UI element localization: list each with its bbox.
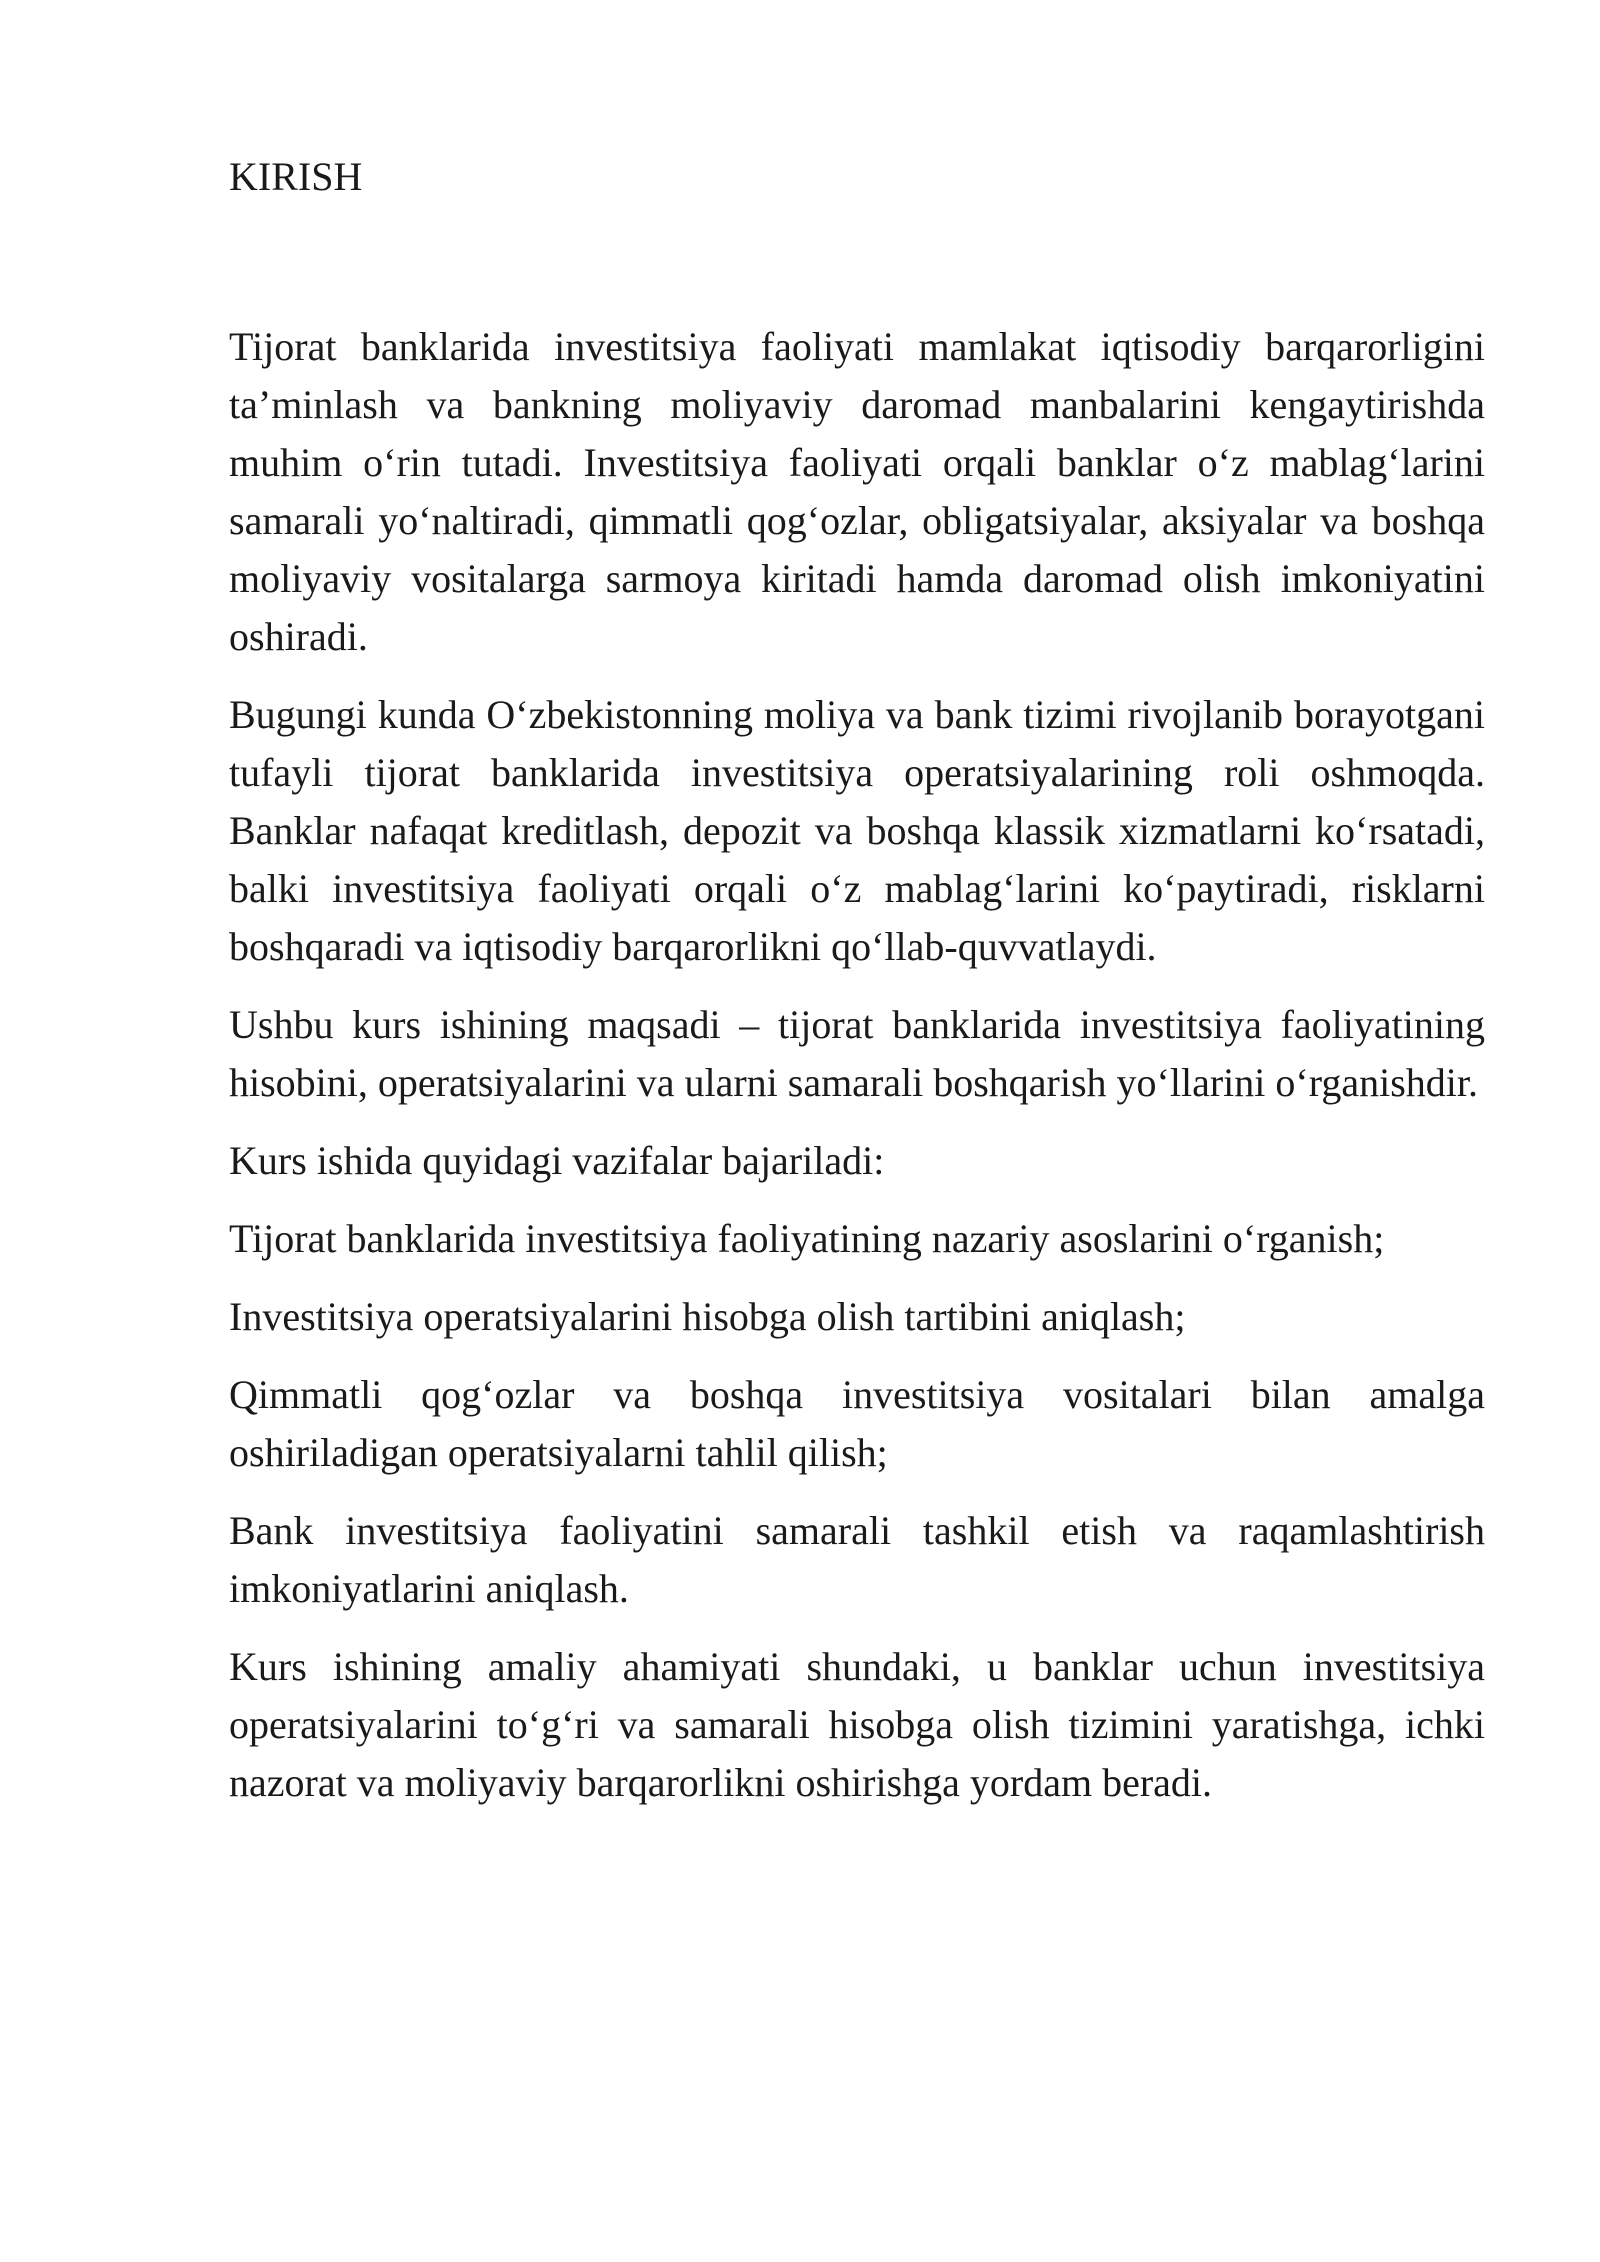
task-item: Tijorat banklarida investitsiya faoliyatining nazariy asoslarini o‘rganish; [229, 1216, 1385, 1261]
task-item: Investitsiya operatsiyalarini hisobga olish tartibini aniqlash; [229, 1294, 1186, 1339]
paragraph-intro: Tijorat banklarida investitsiya faoliyati mamlakat iqtisodiy barqarorligini ta’minlash va bankning moliyaviy daromad manbalarini kengaytirishda muhim o‘rin tutadi. Investitsiya faoliyati orqali banklar o‘z mablag‘larini samarali yo‘naltiradi, qimmatli qog‘ozlar, obligatsiyalar, aksiyalar va boshqa moliyaviy vositalarga sarmoya kiritadi hamda daromad olish imkoniyatini oshiradi. [229, 324, 1485, 659]
section-heading: KIRISH [229, 154, 363, 199]
document-body [229, 148, 1485, 1832]
task-item: Bank investitsiya faoliyatini samarali tashkil etish va raqamlashtirish imkoniyatlarini aniqlash. [229, 1508, 1485, 1611]
paragraph-goal: Ushbu kurs ishining maqsadi – tijorat banklarida investitsiya faoliyatining hisobini, operatsiyalarini va ularni samarali boshqarish yo‘llarini o‘rganishdir. [229, 1002, 1485, 1105]
paragraph-tasks-intro: Kurs ishida quyidagi vazifalar bajariladi: [229, 1138, 885, 1183]
task-item: Qimmatli qog‘ozlar va boshqa investitsiya vositalari bilan amalga oshiriladigan operatsiyalarni tahlil qilish; [229, 1372, 1485, 1475]
paragraph-context: Bugungi kunda O‘zbekistonning moliya va bank tizimi rivojlanib borayotgani tufayli tijorat banklarida investitsiya operatsiyalarining roli oshmoqda. Banklar nafaqat kreditlash, depozit va boshqa klassik xizmatlarni ko‘rsatadi, balki investitsiya faoliyati orqali o‘z mablag‘larini ko‘paytiradi, risklarni boshqaradi va iqtisodiy barqarorlikni qo‘llab-quvvatlaydi. [229, 692, 1485, 969]
paragraph-significance: Kurs ishining amaliy ahamiyati shundaki, u banklar uchun investitsiya operatsiyalarini to‘g‘ri va samarali hisobga olish tizimini yaratishga, ichki nazorat va moliyaviy barqarorlikni oshirishga yordam beradi. [229, 1644, 1485, 1805]
